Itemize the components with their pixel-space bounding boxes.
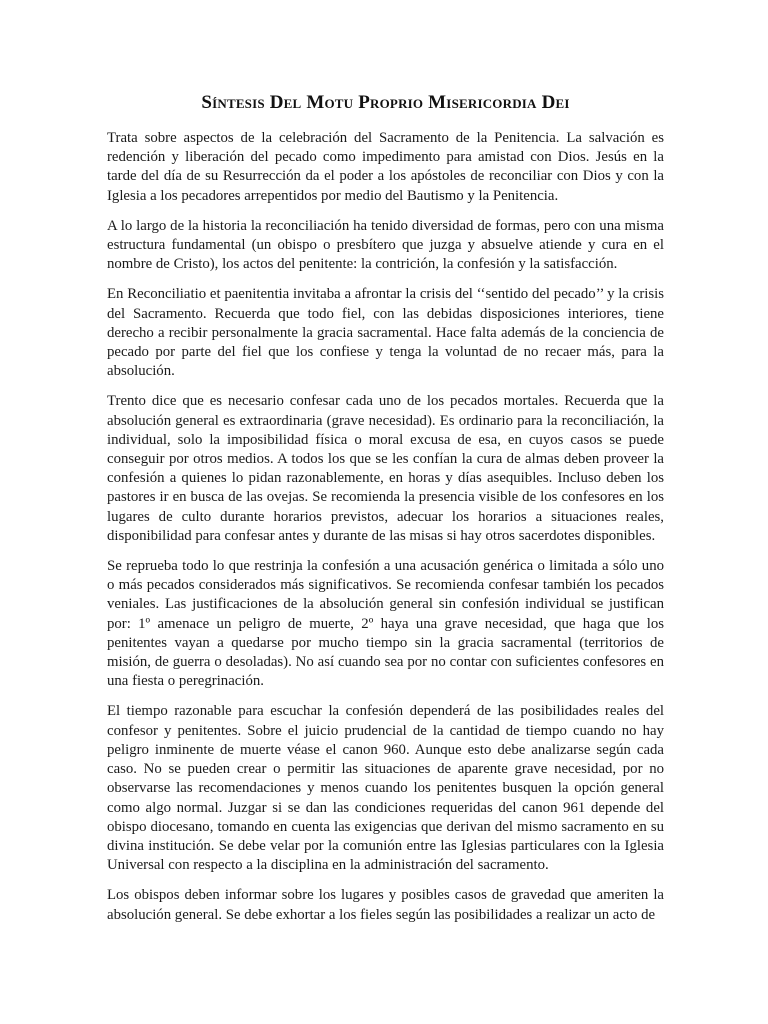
paragraph: Los obispos deben informar sobre los lugares y posibles casos de gravedad que ameriten la absolución general. Se debe exhortar a los fieles según las posibilidades a realizar un acto de <box>107 887 664 923</box>
paragraph: A lo largo de la historia la reconciliación ha tenido diversidad de formas, pero con una misma estructura fundamental (un obispo o presbítero que juzga y absuelve atiende y cura en el nombre de Cristo), los actos del penitente: la contrición, la confesión y la satisfacción. <box>107 217 664 273</box>
paragraph: Se reprueba todo lo que restrinja la confesión a una acusación genérica o limitada a sólo uno o más pecados considerados más significativos. Se recomienda confesar también los pecados veniales. Las justificaciones de la absolución general sin confesión individual se justifican por: 1º amenace un peligro de muerte, 2º haya una grave necesidad, que haga que los penitentes vayan a quedarse por mucho tiempo sin la gracia sacramental (territorios de misión, de guerra o desoladas). No así cuando sea por no contar con suficientes confesores en una fiesta o peregrinación. <box>107 558 664 690</box>
paragraph: En Reconciliatio et paenitentia invitaba a afrontar la crisis del ‘‘sentido del pecado’’ y la crisis del Sacramento. Recuerda que todo fiel, con las debidas disposiciones interiores, tiene derecho a recibir personalmente la gracia sacramental. Hace falta además de la conciencia de pecado por parte del fiel que los confiese y tenga la voluntad de no recaer más, para la absolución. <box>107 286 664 380</box>
paragraph: Trento dice que es necesario confesar cada uno de los pecados mortales. Recuerda que la absolución general es extraordinaria (grave necesidad). Es ordinario para la reconciliación, la individual, solo la imposibilidad física o moral excusa de esa, en cuyos casos se puede conseguir por otros medios. A todos los que se les confían la cura de almas deben proveer la confesión a quienes lo pidan razonablemente, en horas y días asequibles. Incluso deben los pastores ir en busca de las ovejas. Se recomienda la presencia visible de los confesores en los lugares de culto durante horarios previstos, adecuar los horarios a situaciones reales, disponibilidad para confesar antes y durante de las misas si hay otros sacerdotes disponibles. <box>107 393 664 544</box>
document-title: Síntesis Del Motu Proprio Misericordia Dei <box>201 92 570 113</box>
paragraph: Trata sobre aspectos de la celebración del Sacramento de la Penitencia. La salvación es redención y liberación del pecado como impedimento para amistad con Dios. Jesús en la tarde del día de su Resurrección da el poder a los apóstoles de reconciliar con Dios y con la Iglesia a los pecadores arrepentidos por medio del Bautismo y la Penitencia. <box>107 130 664 204</box>
paragraph: El tiempo razonable para escuchar la confesión dependerá de las posibilidades reales del confesor y penitentes. Sobre el juicio prudencial de la cantidad de tiempo cuando no hay peligro inminente de muerte véase el canon 960. Aunque esto debe analizarse según cada caso. No se pueden crear o permitir las situaciones de aparente grave necesidad, por no observarse las recomendaciones y menos cuando los penitentes busquen la opción general como algo normal. Juzgar si se dan las condiciones requeridas del canon 961 depende del obispo diocesano, tomando en cuenta las exigencias que derivan del mismo sacramento en su divina institución. Se debe velar por la comunión entre las Iglesias particulares con la Iglesia Universal con respecto a la disciplina en la administración del sacramento. <box>107 703 664 874</box>
